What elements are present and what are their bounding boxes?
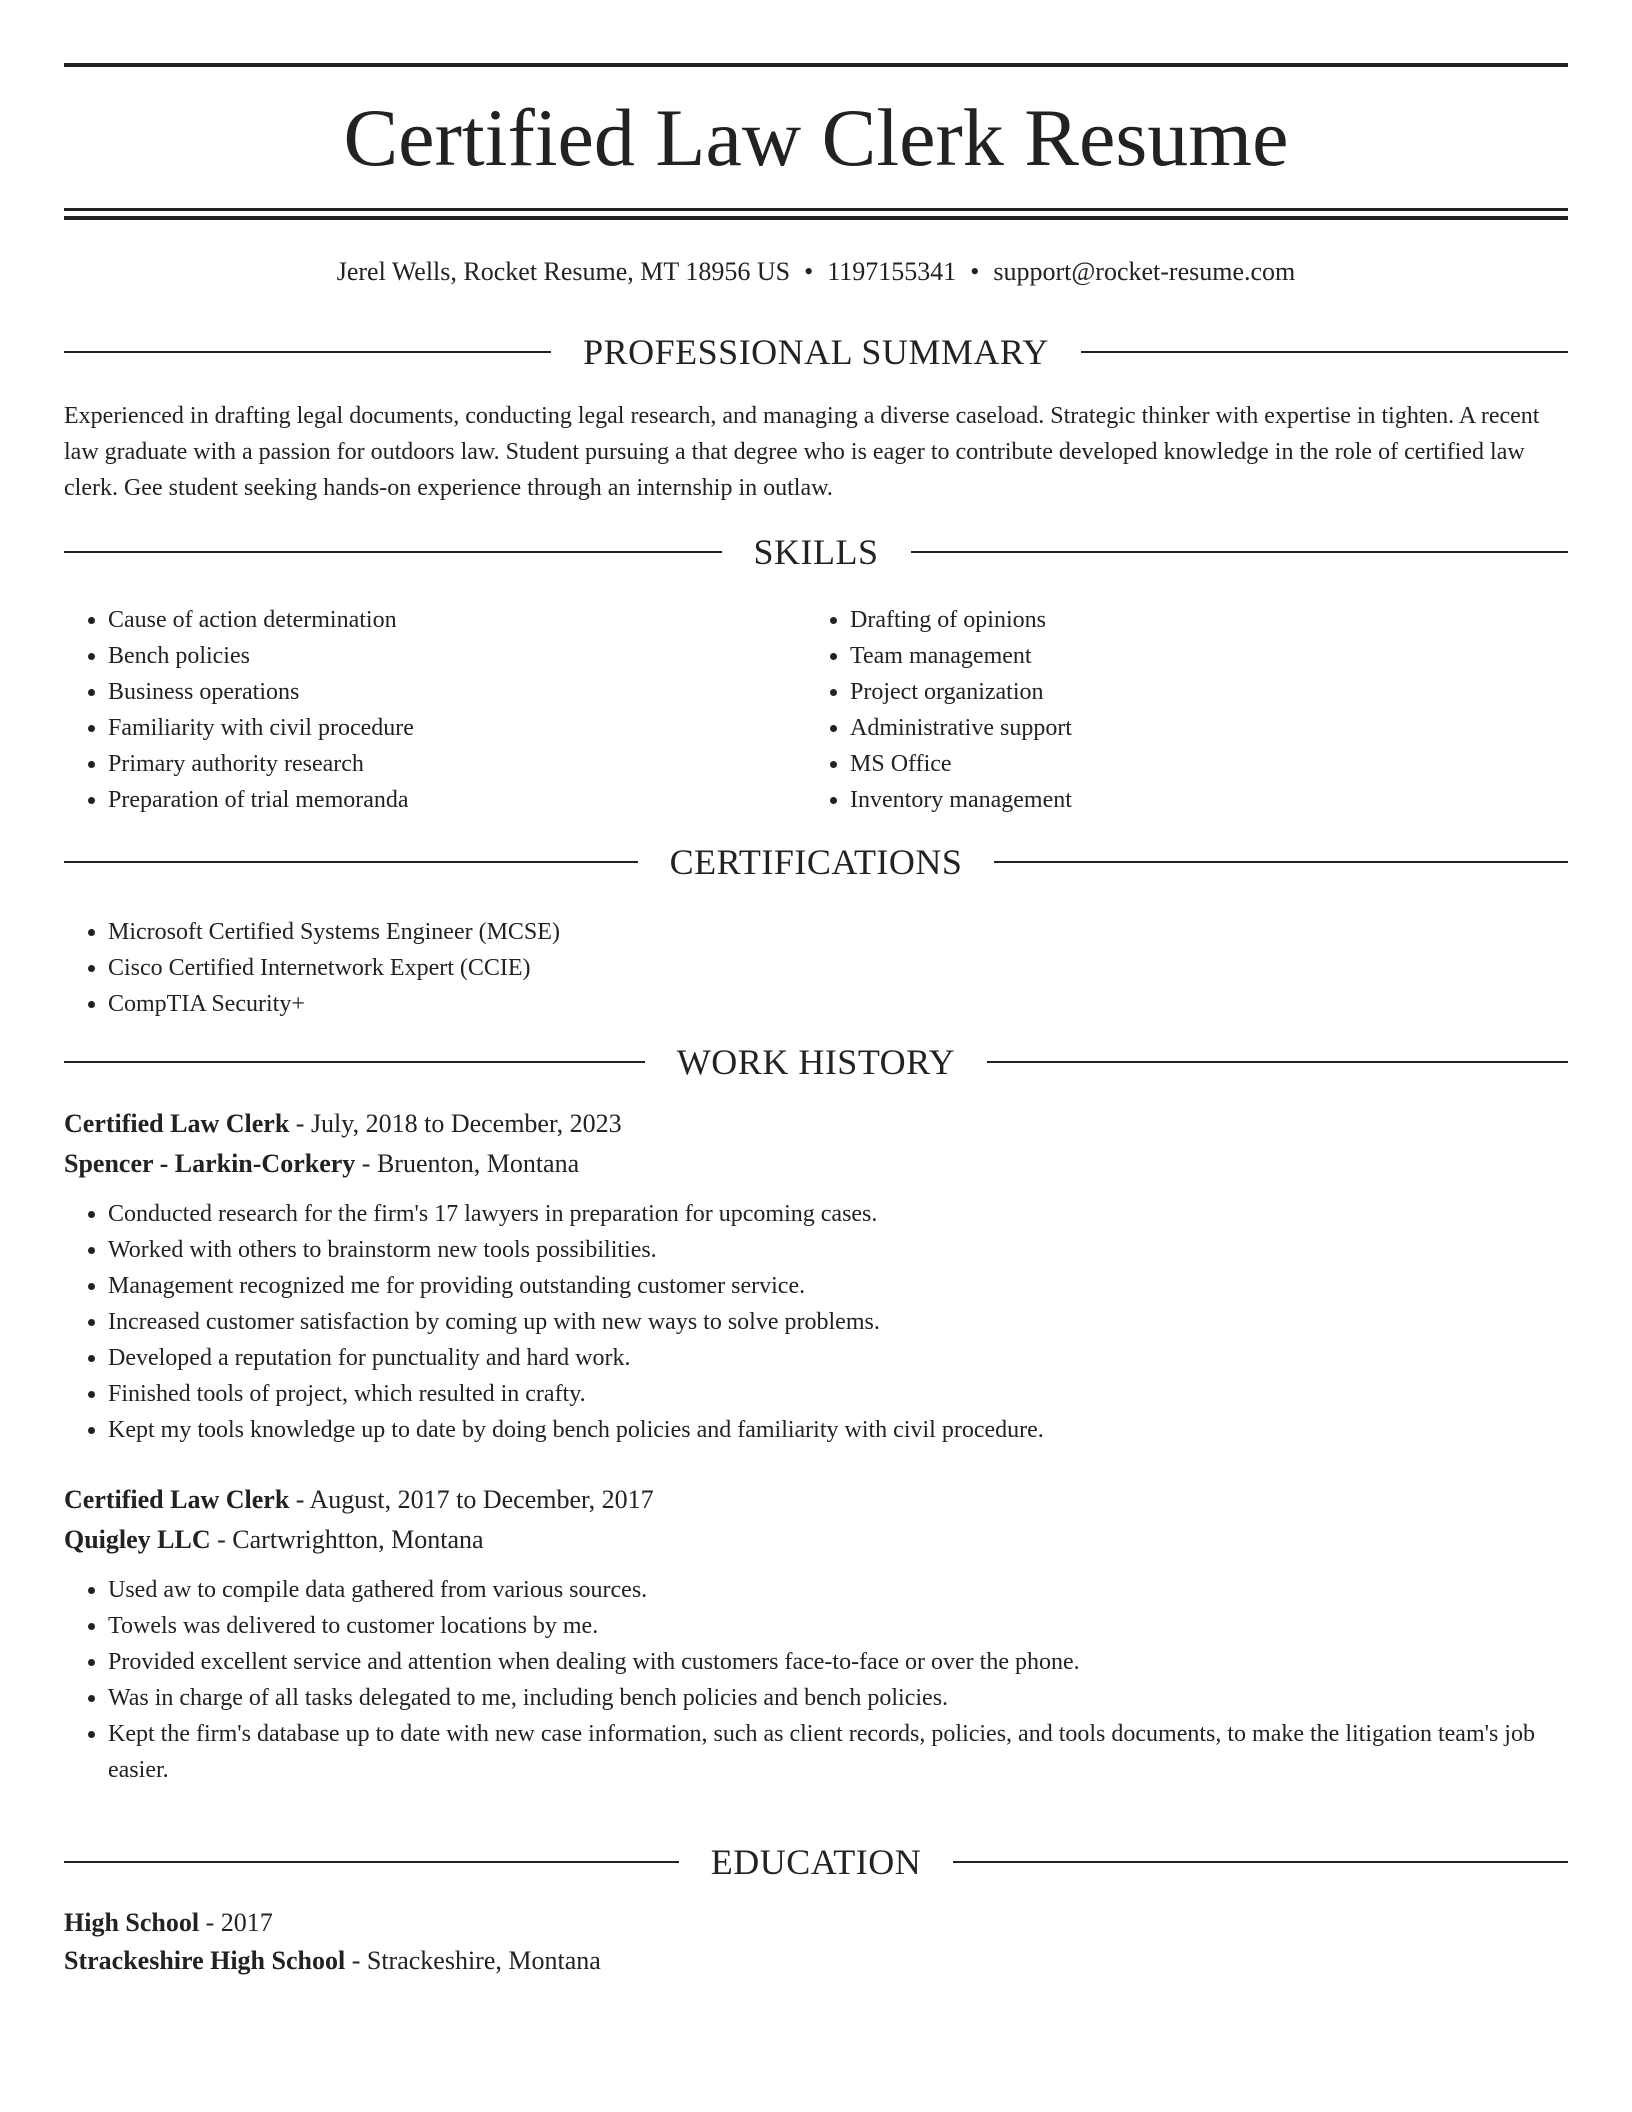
certification-item: • CompTIA Security+ (108, 986, 1568, 1022)
resume-title: Certified Law Clerk Resume (343, 92, 1289, 183)
section-heading-skills (64, 532, 1568, 572)
skills-column-left (64, 602, 806, 818)
job-company-line (64, 1144, 1568, 1184)
contact-phone: 1197155341 (827, 257, 957, 286)
skill-item: • Team management (850, 638, 1548, 674)
heading-rule (64, 1061, 645, 1063)
education-year: - 2017 (199, 1908, 273, 1937)
work-entry (64, 1480, 1568, 1788)
heading-rule (987, 1061, 1568, 1063)
contact-email: support@rocket-resume.com (993, 257, 1296, 286)
heading-rule (1081, 351, 1568, 353)
section-title: WORK HISTORY (676, 1042, 956, 1082)
section-heading-certifications (64, 842, 1568, 882)
title-rule-lower (64, 216, 1568, 220)
heading-rule (64, 351, 551, 353)
education-school: Strackeshire High School (64, 1946, 346, 1975)
certification-item: • Cisco Certified Internetwork Expert (CCIE) (108, 950, 1568, 986)
job-duty: • Used aw to compile data gathered from various sources. (108, 1572, 1568, 1608)
job-duty: • Increased customer satisfaction by coming up with new ways to solve problems. (108, 1304, 1568, 1340)
job-title-line (64, 1480, 1568, 1520)
contact-address: Jerel Wells, Rocket Resume, MT 18956 US (336, 257, 791, 286)
heading-rule (994, 861, 1568, 863)
education-entry (64, 1904, 1568, 1980)
job-dates: - August, 2017 to December, 2017 (289, 1485, 654, 1514)
education-degree: High School (64, 1908, 200, 1937)
skill-item: • Business operations (108, 674, 806, 710)
section-title: SKILLS (753, 532, 879, 572)
job-title: Certified Law Clerk (64, 1109, 290, 1138)
job-duty: • Towels was delivered to customer locations by me. (108, 1608, 1568, 1644)
certification-item: • Microsoft Certified Systems Engineer (MCSE) (108, 914, 1568, 950)
job-duty: • Finished tools of project, which resulted in crafty. (108, 1376, 1568, 1412)
section-heading-education (64, 1842, 1568, 1882)
education-degree-line (64, 1904, 1568, 1942)
job-duty: • Kept the firm's database up to date with new case information, such as client records, policies, and tools documents, to make the litigation team's job easier. (108, 1716, 1568, 1788)
job-duty: • Conducted research for the firm's 17 lawyers in preparation for upcoming cases. (108, 1196, 1568, 1232)
contact-separator: • (970, 257, 980, 286)
section-title: CERTIFICATIONS (669, 842, 963, 882)
skill-item: • Cause of action determination (108, 602, 806, 638)
heading-rule (64, 861, 638, 863)
contact-line (64, 254, 1568, 290)
skill-item: • Familiarity with civil procedure (108, 710, 806, 746)
section-heading-work (64, 1042, 1568, 1082)
work-entry (64, 1104, 1568, 1448)
certifications-list (64, 914, 1568, 1022)
job-duty: • Provided excellent service and attention when dealing with customers face-to-face or over the phone. (108, 1644, 1568, 1680)
skills-list (64, 602, 1568, 818)
job-company: Spencer - Larkin-Corkery (64, 1149, 356, 1178)
heading-rule (911, 551, 1569, 553)
skill-item: • Inventory management (850, 782, 1548, 818)
skill-item: • Administrative support (850, 710, 1548, 746)
education-location: - Strackeshire, Montana (345, 1946, 601, 1975)
education-school-line (64, 1942, 1568, 1980)
job-duty: • Worked with others to brainstorm new tools possibilities. (108, 1232, 1568, 1268)
job-dates: - July, 2018 to December, 2023 (289, 1109, 622, 1138)
job-location: - Bruenton, Montana (355, 1149, 580, 1178)
heading-rule (64, 551, 722, 553)
skill-item: • Project organization (850, 674, 1548, 710)
skill-item: • Preparation of trial memoranda (108, 782, 806, 818)
job-company-line (64, 1520, 1568, 1560)
job-duty: • Was in charge of all tasks delegated to me, including bench policies and bench policies. (108, 1680, 1568, 1716)
heading-rule (953, 1861, 1568, 1863)
job-duty: • Developed a reputation for punctuality and hard work. (108, 1340, 1568, 1376)
job-duty: • Kept my tools knowledge up to date by doing bench policies and familiarity with civil procedure. (108, 1412, 1568, 1448)
job-duties (64, 1196, 1568, 1448)
job-title: Certified Law Clerk (64, 1485, 290, 1514)
heading-rule (64, 1861, 679, 1863)
job-location: - Cartwrightton, Montana (210, 1525, 484, 1554)
job-company: Quigley LLC (64, 1525, 211, 1554)
skill-item: • Primary authority research (108, 746, 806, 782)
title-rule-upper (64, 208, 1568, 211)
job-title-line (64, 1104, 1568, 1144)
summary-text: Experienced in drafting legal documents, conducting legal research, and managing a diverse caseload. Strategic thinker with expertise in tighten. A recent law graduate with a passion for outdoors law. Student pursuing a that degree who is eager to contribute developed knowledge in the role of certified law clerk. Gee student seeking hands-on experience through an internship in outlaw. (64, 403, 1540, 501)
job-duties (64, 1572, 1568, 1788)
skill-item: • Bench policies (108, 638, 806, 674)
section-title: PROFESSIONAL SUMMARY (583, 332, 1049, 372)
skill-item: • Drafting of opinions (850, 602, 1548, 638)
section-heading-summary (64, 332, 1568, 372)
top-rule (64, 63, 1568, 67)
job-duty: • Management recognized me for providing outstanding customer service. (108, 1268, 1568, 1304)
skill-item: • MS Office (850, 746, 1548, 782)
skills-column-right (806, 602, 1548, 818)
section-title: EDUCATION (710, 1842, 922, 1882)
contact-separator: • (804, 257, 814, 286)
